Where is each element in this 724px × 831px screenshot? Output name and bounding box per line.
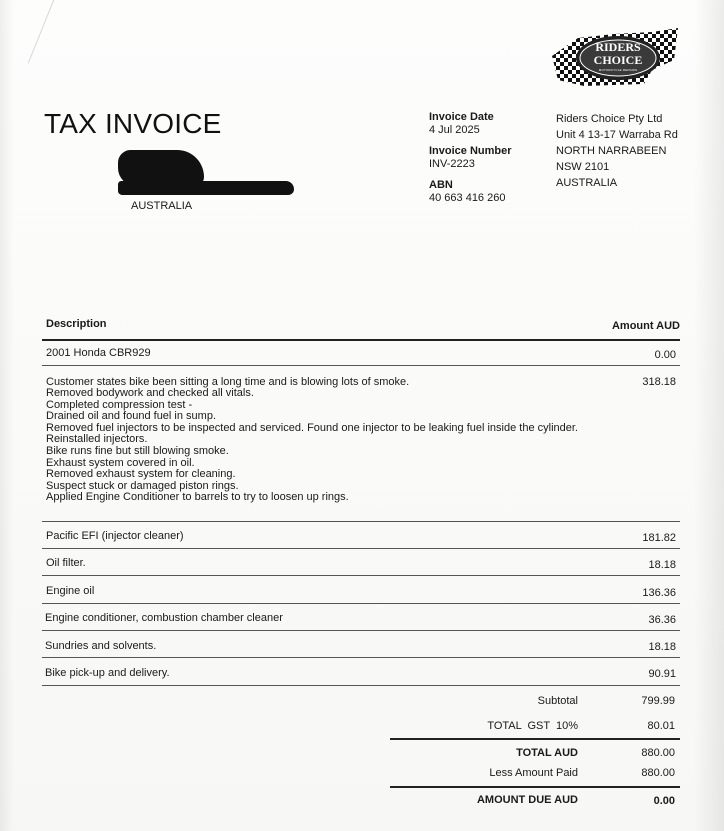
- row-divider: [42, 548, 680, 549]
- line-item-description: Oil filter.: [46, 557, 86, 569]
- row-divider: [42, 521, 680, 522]
- invoice-date-label: Invoice Date: [429, 111, 494, 123]
- row-divider: [42, 685, 680, 686]
- line-item-amount: 136.36: [642, 587, 676, 599]
- line-item-description: Engine oil: [46, 585, 95, 597]
- subtotal-label: Subtotal: [537, 695, 578, 707]
- row-divider: [42, 603, 680, 604]
- amount-due-label: AMOUNT DUE AUD: [476, 794, 578, 806]
- supplier-street: Unit 4 13-17 Warraba Rd: [556, 129, 678, 141]
- line-item-description: 2001 Honda CBR929: [46, 347, 151, 359]
- row-divider: [42, 657, 680, 658]
- amount-due-value: 0.00: [653, 795, 675, 807]
- line-item-description: Pacific EFI (injector cleaner): [46, 530, 184, 542]
- supplier-state: NSW 2101: [556, 161, 610, 173]
- supplier-address: [556, 111, 678, 191]
- amount-due-divider: [390, 786, 680, 788]
- service-note: Removed exhaust system for cleaning.: [46, 468, 236, 481]
- subtotal-value: 799.99: [641, 695, 675, 707]
- service-note: Exhaust system covered in oil.: [46, 456, 195, 469]
- amount-paid-value: 880.00: [641, 767, 675, 779]
- row-divider: [42, 630, 680, 631]
- customer-country: AUSTRALIA: [131, 200, 193, 212]
- line-item-amount: 36.36: [648, 614, 676, 626]
- invoice-number-value: INV-2223: [429, 158, 475, 170]
- paper-scuff: [28, 0, 76, 72]
- line-item-amount: 18.18: [648, 559, 676, 571]
- line-item-amount: 181.82: [642, 532, 676, 544]
- column-header-description: Description: [46, 318, 107, 330]
- service-note: Applied Engine Conditioner to barrels to try to loosen up rings.: [46, 491, 349, 504]
- line-item-description: Engine conditioner, combustion chamber cleaner: [45, 612, 283, 624]
- row-divider: [42, 575, 680, 576]
- amount-paid-label: Less Amount Paid: [489, 767, 578, 779]
- totals-divider: [390, 738, 680, 740]
- document-title: TAX INVOICE: [44, 108, 222, 139]
- paper-shadow-right: [694, 0, 724, 831]
- line-item-description: Customer states bike been sitting a long time and is blowing lots of smoke.: [46, 376, 410, 388]
- invoice-number-label: Invoice Number: [429, 145, 512, 157]
- service-note: Drained oil and found fuel in sump.: [46, 410, 216, 423]
- supplier-country: AUSTRALIA: [556, 177, 618, 189]
- logo-tagline: MOTORCYCLE REPAIRS: [598, 68, 638, 72]
- line-item-amount: 90.91: [648, 668, 676, 680]
- service-note: Completed compression test -: [46, 398, 193, 411]
- service-note: Removed fuel injectors to be inspected and serviced. Found one injector to be leaking fuel inside the cylinder.: [46, 421, 578, 434]
- invoice-date-value: 4 Jul 2025: [429, 124, 480, 136]
- service-note: Removed bodywork and checked all vitals.: [46, 387, 254, 399]
- service-note: Suspect stuck or damaged piston rings.: [46, 479, 239, 492]
- paper-shadow-left: [0, 0, 14, 831]
- row-divider: [42, 365, 680, 366]
- service-notes: [46, 388, 578, 504]
- line-item-amount: 0.00: [654, 349, 676, 361]
- total-value: 880.00: [641, 747, 675, 759]
- gst-label: TOTAL GST 10%: [487, 720, 578, 732]
- line-item-description: Sundries and solvents.: [45, 640, 157, 652]
- supplier-suburb: NORTH NARRABEEN: [556, 145, 667, 157]
- invoice-meta: [429, 111, 512, 205]
- redaction-bar: [118, 181, 294, 195]
- header-divider: [42, 339, 680, 341]
- service-note: Reinstalled injectors.: [46, 433, 148, 446]
- abn-value: 40 663 416 260: [429, 192, 506, 204]
- service-note: Bike runs fine but still blowing smoke.: [46, 444, 229, 457]
- gst-value: 80.01: [647, 720, 675, 732]
- abn-label: ABN: [429, 179, 453, 191]
- line-item-amount: 18.18: [648, 641, 676, 653]
- column-header-amount: Amount AUD: [611, 320, 680, 332]
- logo-wordmark: RIDERS CHOICE: [593, 40, 643, 67]
- line-item-amount: 318.18: [642, 376, 676, 388]
- total-label: TOTAL AUD: [516, 747, 578, 759]
- supplier-name: Riders Choice Pty Ltd: [556, 113, 663, 125]
- line-item-description: Bike pick-up and delivery.: [45, 667, 170, 679]
